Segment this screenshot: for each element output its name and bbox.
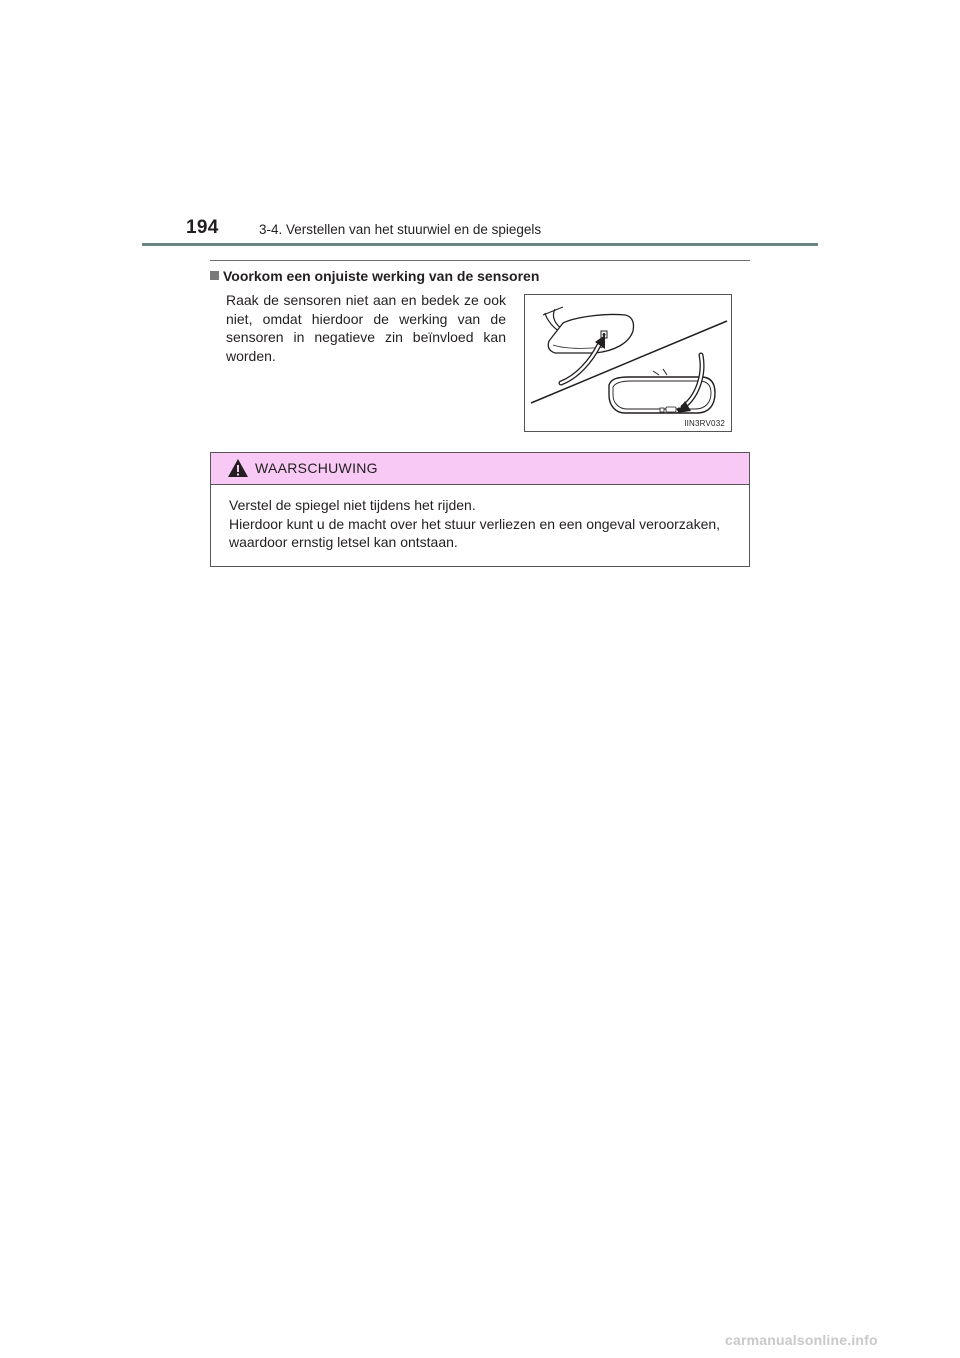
square-bullet-icon xyxy=(210,271,219,280)
warning-header xyxy=(211,453,749,485)
figure-code: IIN3RV032 xyxy=(684,419,725,428)
warning-line: Hierdoor kunt u de macht over het stuur verliezen en een ongeval veroorzaken, waardoor ernstig letsel kan ontstaan. xyxy=(229,515,721,550)
section-heading-text: Voorkom een onjuiste werking van de sensoren xyxy=(223,268,540,284)
header-rule xyxy=(142,243,818,246)
section-heading xyxy=(210,268,539,284)
warning-text xyxy=(229,496,743,552)
mirror-sensor-figure xyxy=(524,294,732,432)
warning-triangle-icon xyxy=(227,458,249,478)
page-number: 194 xyxy=(186,217,219,238)
mirror-illustration-icon xyxy=(525,295,733,433)
section-body-text: Raak de sensoren niet aan en bedek ze ook niet, omdat hierdoor de werking van de sensoren in negatieve zin beïnvloed kan worden. xyxy=(226,292,506,364)
warning-box xyxy=(210,452,750,567)
section-rule xyxy=(210,260,750,261)
warning-line: Verstel de spiegel niet tijdens het rijden. xyxy=(229,497,476,513)
watermark: carmanualsonline.info xyxy=(725,1332,878,1348)
warning-title: WAARSCHUWING xyxy=(255,460,378,476)
chapter-title: 3-4. Verstellen van het stuurwiel en de spiegels xyxy=(259,222,542,237)
